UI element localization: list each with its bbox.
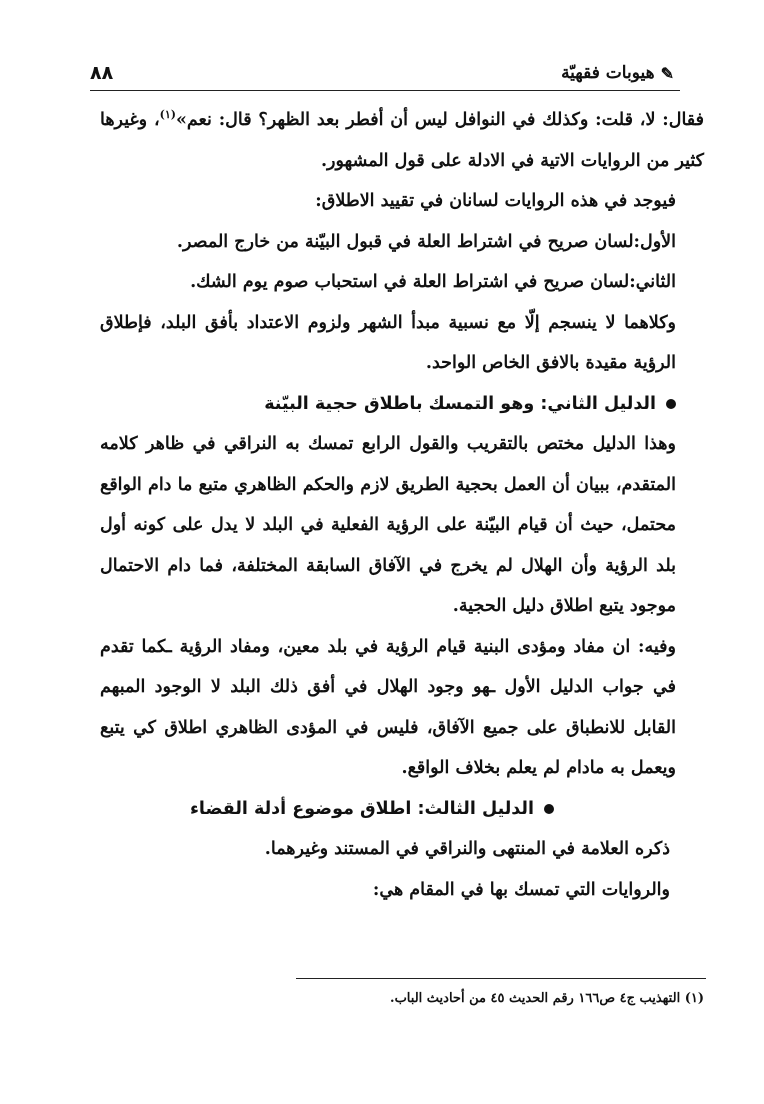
paragraph-6: وهذا الدليل مختص بالتقريب والقول الرابع تمسك به النراقي في ظاهر كلامه المتقدم، ببيان أن العمل بحجية الطريق لازم والحكم الظاهري متبع ما دام الواقع محتمل، حيث أن قيام البيّنة على الرؤية الفعلية في البلد لا يدل على كونه أول بلد الرؤية وأن الهلال لم يخرج في الآفاق السابقة المختلفة، فما دام الاحتمال موجود يتبع اطلاق دليل الحجية.: [100, 434, 676, 616]
paragraph-3: الأول:لسان صريح في اشتراط العلة في قبول البيّنة من خارج المصر.: [176, 231, 676, 252]
section-heading-3: الدليل الثالث: اطلاق موضوع أدلة القضاء: [100, 789, 704, 830]
header-divider: [90, 90, 680, 91]
footnote: (١) التهذيب ج٤ ص١٦٦ رقم الحديث ٤٥ من أحاديث الباب.: [390, 991, 704, 1006]
page-header: [90, 62, 674, 84]
paragraph-5: وكلاهما لا ينسجم إلّا مع نسبية مبدأ الشهر ولزوم الاعتداد بأفق البلد، فإطلاق الرؤية مقيدة بالافق الخاص الواحد.: [100, 312, 676, 373]
objection-label: وفيه:: [638, 636, 676, 657]
paragraph-2: فيوجد في هذه الروايات لسانان في تقييد الاطلاق:: [315, 191, 676, 211]
page-number: ٨٨: [90, 62, 114, 84]
footnote-divider: [296, 978, 706, 979]
second-label: الثاني:: [629, 272, 676, 292]
bullet-icon: [544, 804, 554, 814]
bullet-icon: [666, 399, 676, 409]
pen-icon: ✎: [660, 63, 674, 83]
main-text: [100, 100, 704, 910]
paragraph-1: فقال: لا، قلت: وكذلك في النوافل ليس أن أفطر بعد الظهر؟ قال: نعم»$^{(١)}$، وغيرها كثير من الروايات الاتية في الادلة على قول المشهور.: [100, 108, 705, 171]
paragraph-9: والروايات التي تمسك بها في المقام هي:: [372, 879, 670, 900]
paragraph-7: وفيه: ان مفاد ومؤدى البنية قيام الرؤية في بلد معين، ومفاد الرؤية ـكما تقدم في جواب الدليل الأول ـهو وجود الهلال في أفق ذلك البلد لا الوجود المبهم القابل للانطباق على جميع الآفاق، فليس في المؤدى الظاهري اطلاق كي يتبع ويعمل به مادام لم يعلم بخلاف الواقع.: [100, 636, 676, 778]
section-heading-2: الدليل الثاني: وهو التمسك باطلاق حجية البيّنة: [100, 384, 704, 425]
paragraph-4: الثاني:لسان صريح في اشتراط العلة في استحباب صوم يوم الشك.: [190, 272, 676, 292]
running-title: [561, 63, 674, 83]
first-label: الأول:: [633, 231, 676, 252]
book-title: هيوبات فقهيّة: [561, 63, 655, 83]
footnote-ref[interactable]: (١): [159, 108, 176, 122]
paragraph-8: ذكره العلامة في المنتهى والنراقي في المستند وغيرهما.: [264, 839, 670, 859]
